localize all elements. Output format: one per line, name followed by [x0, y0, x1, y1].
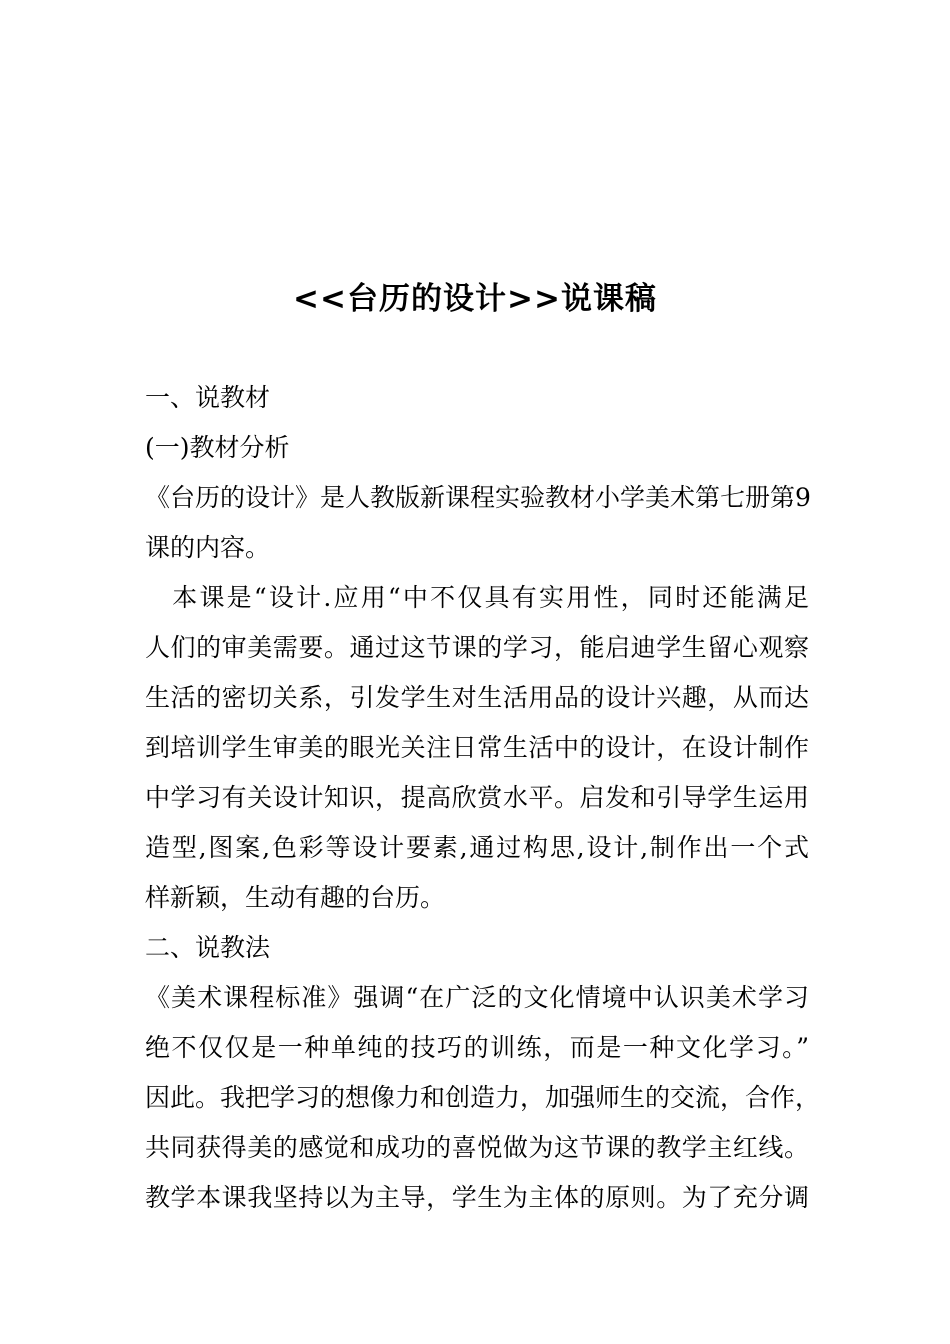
paragraph-line: 样新颖，生动有趣的台历。 — [145, 883, 446, 912]
paragraph-line: 本课是“设计.应用“中不仅具有实用性，同时还能满足 — [145, 583, 809, 612]
paragraph-line: 因此。我把学习的想像力和创造力，加强师生的交流，合作， — [145, 1083, 821, 1112]
paragraph-line: 共同获得美的感觉和成功的喜悦做为这节课的教学主红线。 — [145, 1133, 809, 1162]
document-title: <<台历的设计>>说课稿 — [293, 281, 657, 317]
section-heading-teaching-method: 二、说教法 — [145, 933, 271, 962]
document-body — [145, 373, 821, 1223]
paragraph-line: 教学本课我坚持以为主导，学生为主体的原则。为了充分调 — [145, 1183, 809, 1212]
paragraph-line: 生活的密切关系，引发学生对生活用品的设计兴趣，从而达 — [145, 683, 809, 712]
paragraph-line: 绝不仅仅是一种单纯的技巧的训练，而是一种文化学习。” — [145, 1033, 809, 1062]
paragraph-line: 课的内容。 — [145, 533, 271, 562]
paragraph-line: 到培训学生审美的眼光关注日常生活中的设计，在设计制作 — [145, 733, 809, 762]
paragraph-line: 人们的审美需要。通过这节课的学习，能启迪学生留心观察 — [145, 633, 809, 662]
paragraph-line: 中学习有关设计知识，提高欣赏水平。启发和引导学生运用 — [145, 783, 809, 812]
paragraph-line: 造型,图案,色彩等设计要素,通过构思,设计,制作出一个式 — [145, 833, 809, 862]
subsection-heading-analysis: (一)教材分析 — [145, 433, 290, 462]
paragraph-line: 《美术课程标准》强调“在广泛的文化情境中认识美术学习 — [145, 983, 809, 1012]
section-heading-textbook: 一、说教材 — [145, 383, 271, 412]
paragraph-line: 《台历的设计》是人教版新课程实验教材小学美术第七册第9 — [145, 483, 811, 512]
